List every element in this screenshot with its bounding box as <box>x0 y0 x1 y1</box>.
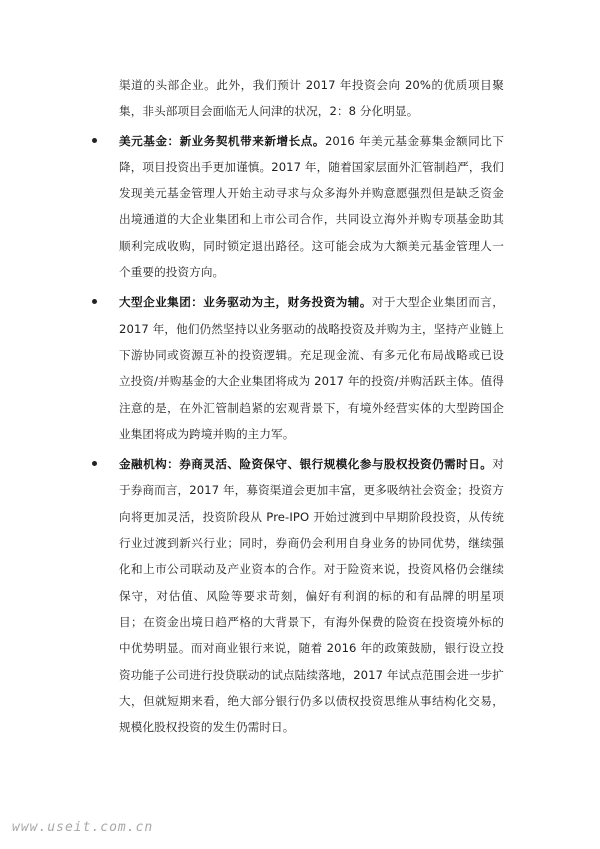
bullet-icon <box>92 461 97 466</box>
bullet-icon <box>92 138 97 143</box>
page-content <box>0 72 600 744</box>
bullet-body: 对于券商而言，2017 年，募资渠道会更加丰富，更多吸纳社会资金；投资方向将更加灵活，投资阶段从 Pre-IPO 开始过渡到中早期阶段投资，从传统行业过渡到新兴行业；同时，券商仍会利用自身业务的协同优势，继续强化和上市公司联动及产业资本的合作。对于险资来说，投资风格仍会继续保守，对估值、风险等要求苛刻，偏好有利润的标的和有品牌的明星项目；在资金出境日趋严格的大背景下，有海外保费的险资在投资境外标的中优势明显。而对商业银行来说，随着 2016 年的政策鼓励，银行设立投资功能子公司进行投贷联动的试点陆续落地，2017 年试点范围会进一步扩大，但就短期来看，绝大部分银行仍多以债权投资思维从事结构化交易，规模化股权投资的发生仍需时日。 <box>119 457 504 735</box>
site-watermark: www.useit.com.cn <box>12 820 154 835</box>
bullet-heading: 美元基金：新业务契机带来新增长点。 <box>119 133 325 148</box>
intro-paragraph <box>119 72 504 125</box>
bullet-heading: 大型企业集团：业务驱动为主，财务投资为辅。 <box>119 295 372 310</box>
bullet-item-financial-institutions <box>119 451 504 740</box>
bullet-item-enterprise-groups <box>119 289 504 447</box>
bullet-icon <box>92 299 97 304</box>
intro-text: 渠道的头部企业。此外，我们预计 2017 年投资会向 20%的优质项目聚集，非头部项目会面临无人问津的状况，2：8 分化明显。 <box>119 78 504 119</box>
bullet-body: 2016 年美元基金募集金额同比下降，项目投资出手更加谨慎。2017 年，随着国家层面外汇管制趋严，我们发现美元基金管理人开始主动寻求与众多海外并购意愿强烈但是缺乏资金出境通道的大企业集团和上市公司合作，共同设立海外并购专项基金助其顺利完成收购，同时锁定退出路径。这可能会成为大额美元基金管理人一个重要的投资方向。 <box>119 133 504 280</box>
bullet-body: 对于大型企业集团而言，2017 年，他们仍然坚持以业务驱动的战略投资及并购为主，坚持产业链上下游协同或资源互补的投资逻辑。充足现金流、有多元化布局战略或已设立投资/并购基金的大企业集团将成为 2017 年的投资/并购活跃主体。值得注意的是，在外汇管制趋紧的宏观背景下，有境外经营实体的大型跨国企业集团将成为跨境并购的主力军。 <box>119 295 504 441</box>
bullet-heading: 金融机构：券商灵活、险资保守、银行规模化参与股权投资仍需时日。 <box>119 457 493 472</box>
bullet-item-usd-fund <box>119 128 504 286</box>
